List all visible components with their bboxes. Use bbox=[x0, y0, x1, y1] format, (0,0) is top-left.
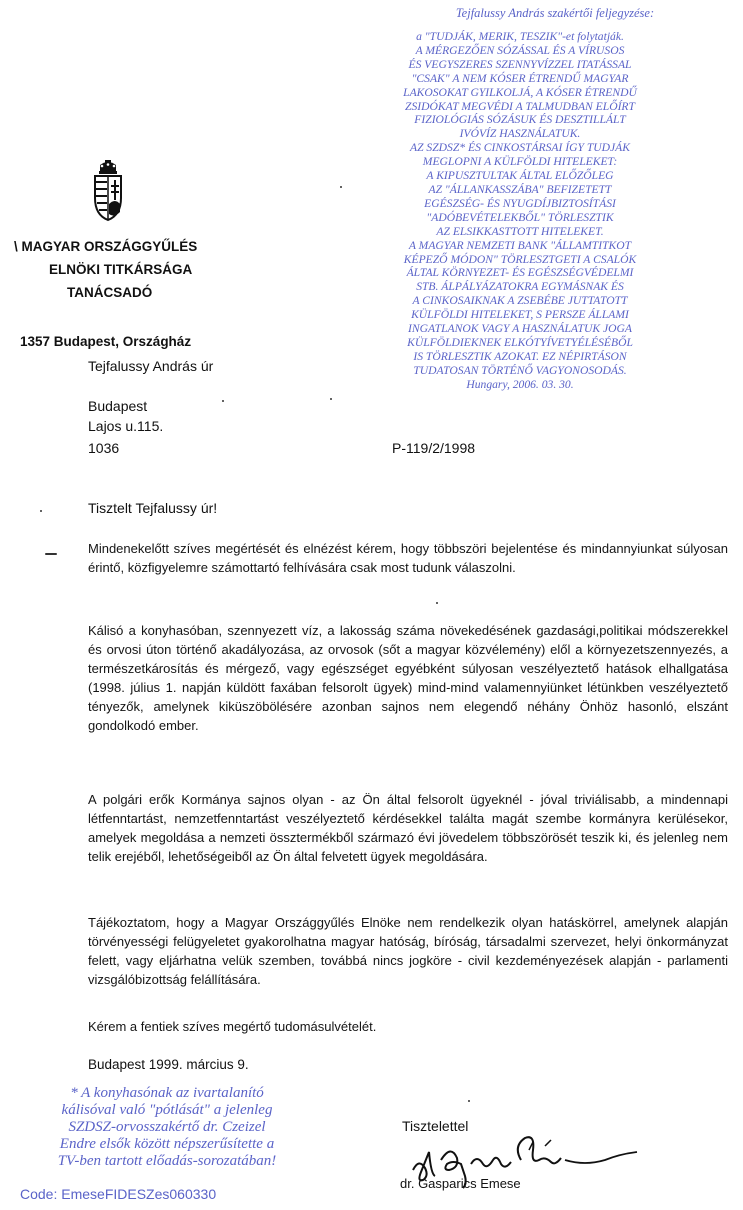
signer-name: dr. Gasparics Emese bbox=[400, 1176, 521, 1191]
annotation-block bbox=[350, 30, 690, 392]
letterhead-line-3: TANÁCSADÓ bbox=[67, 285, 153, 300]
closing-greeting: Tisztelettel bbox=[402, 1118, 469, 1134]
annotation-line: AZ "ÁLLANKASSZÁBA" BEFIZETETT bbox=[428, 182, 612, 196]
scan-speck bbox=[340, 186, 342, 188]
annotation-line: IS TÖRLESZTIK AZOKAT. EZ NÉPIRTÁSON bbox=[413, 349, 627, 363]
annotation-line: EGÉSZSÉG- ÉS NYUGDÍJBIZTOSÍTÁSI bbox=[424, 196, 616, 210]
annotation-line: KÜLFÖLDI HITELEKET, S PERSZE ÁLLAMI bbox=[411, 308, 629, 322]
scan-speck bbox=[222, 400, 224, 402]
annotation-line: a "TUDJÁK, MERIK, TESZIK"-et folytatják. bbox=[416, 30, 624, 43]
annotation-title: Tejfalussy András szakértői feljegyzése: bbox=[455, 6, 655, 20]
annotation-date: Hungary, 2006. 03. 30. bbox=[466, 377, 574, 391]
recipient-zip: 1036 bbox=[88, 440, 120, 456]
annotation-line: A MAGYAR NEMZETI BANK "ÁLLAMTITKOT bbox=[408, 238, 632, 252]
paragraph-4: Tájékoztatom, hogy a Magyar Országgyűlés Elnöke nem rendelkezik olyan hatáskörrel, amelynek alapján törvényességi felügyeletet gyakorolhatna magyar hatóság, bíróság, társadalmi szervezet, helyi önkormányzat felett, vagy eljárhatna velük szemben, továbbá nincs jogköre - civil kezdeményezések alapján - parlamenti vizsgálóbizottság felállítására. bbox=[88, 915, 728, 987]
annotation-line: IVÓVÍZ HASZNÁLATUK. bbox=[459, 127, 581, 141]
annotation-line: AZ ELSIKKASTTOTT HITELEKET. bbox=[436, 224, 604, 238]
annotation-line: AZ SZDSZ* ÉS CINKOSTÁRSAI ÍGY TUDJÁK bbox=[410, 141, 630, 155]
paragraph-1: Mindenekelőtt szíves megértését és elnézést kérem, hogy többszöri bejelentése és mindannyiunkat súlyosan érintő, közfigyelemre számottartó felhívására csak most tudunk válaszolni. bbox=[88, 541, 728, 575]
annotation-line: A MÉRGEZŐEN SÓZÁSSAL ÉS A VÍRUSOS bbox=[415, 43, 625, 57]
annotation-line: A KIPUSZTULTAK ÁLTAL ELŐZŐLEG bbox=[426, 169, 614, 183]
paragraph-3: A polgári erők Kormánya sajnos olyan - az Ön által felsorolt ügyeknél - jóval triviálisabb, a mindennapi létfenntartást, nemzetfenntartást veszélyeztető kérdésekkel találta magát szembe kormányra kerülésekor, amelyek megoldása a nemzeti össztermékből származó évi jövedelem többszörösét teszik ki, és jelenleg nem telik erejéből, lehetőségeiből az Ön által felvetett ügyek megoldására. bbox=[88, 792, 728, 864]
scan-speck bbox=[468, 1100, 470, 1102]
scan-speck bbox=[45, 553, 57, 555]
scan-speck bbox=[40, 510, 42, 512]
recipient-name: Tejfalussy András úr bbox=[88, 358, 214, 374]
paragraph-5: Kérem a fentiek szíves megértő tudomásulvételét. bbox=[88, 1019, 377, 1034]
annotation-line: LAKOSOKAT GYILKOLJÁ, A KÓSER ÉTRENDŰ bbox=[403, 85, 637, 99]
annotation-line: STB. ÁLPÁLYÁZATOKRA EGYMÁSNAK ÉS bbox=[416, 280, 624, 294]
footnote-line: SZDSZ-orvosszakértő dr. Czeizel bbox=[68, 1119, 266, 1135]
letter-date: Budapest 1999. március 9. bbox=[88, 1057, 249, 1072]
recipient-city: Budapest bbox=[88, 398, 148, 414]
annotation-line: "ADÓBEVÉTELEKBŐL" TÖRLESZTIK bbox=[426, 210, 614, 224]
recipient-street: Lajos u.115. bbox=[88, 418, 164, 434]
reference-number: P-119/2/1998 bbox=[392, 440, 476, 456]
bullet-mark-icon: \ bbox=[14, 239, 22, 254]
salutation: Tisztelt Tejfalussy úr! bbox=[88, 500, 218, 516]
scan-speck bbox=[436, 602, 438, 604]
annotation-line: "CSAK" A NEM KÓSER ÉTRENDŰ MAGYAR bbox=[411, 71, 629, 85]
footnote-line: * A konyhasónak az ivartalanító bbox=[70, 1085, 264, 1101]
annotation-line: MEGLOPNI A KÜLFÖLDI HITELEKET: bbox=[422, 155, 618, 169]
annotation-line: ÉS VEGYSZERES SZENNYVÍZZEL ITATÁSSAL bbox=[408, 57, 632, 71]
annotation-line: A CINKOSAIKNAK A ZSEBÉBE JUTTATOTT bbox=[412, 294, 628, 308]
annotation-line: INGATLANOK VAGY A HASZNÁLATUK JOGA bbox=[408, 322, 632, 336]
annotation-line: KÉPEZŐ MÓDON" TÖRLESZTGETI A CSALÓK bbox=[403, 252, 637, 266]
letterhead-line-1: \ MAGYAR ORSZÁGGYŰLÉS bbox=[14, 239, 198, 254]
letterhead-line-2: ELNÖKI TITKÁRSÁGA bbox=[49, 262, 193, 277]
footnote-line: Endre elsők között népszerűsítette a bbox=[59, 1136, 275, 1152]
sender-address: 1357 Budapest, Országház bbox=[20, 334, 192, 349]
annotation-line: ZSIDÓKAT MEGVÉDI A TALMUDBAN ELŐÍRT bbox=[405, 99, 635, 113]
paragraph-2: Kálisó a konyhasóban, szennyezett víz, a lakosság száma növekedésének gazdasági,politikai módszerekkel és orvosi úton történő akadályozása, az orvosok (sőt a magyar közvélemény) elől a környezetszennyezés, a természetkárosítás és mérgező, vagy egészséget egyébként súlyosan veszélyeztető hatások elhallgatása (1998. július 1. napján küldött faxában felsorolt ügyek) mind-mind valamennyiünket létünkben veszélyeztető tényezők, amelynek kiküszöbölésére azonban sajnos nem elegendő néhány Önhöz hasonló, elszánt gondolkodó ember. bbox=[88, 623, 728, 733]
footnote-block bbox=[12, 1085, 322, 1170]
coat-of-arms-icon bbox=[90, 160, 126, 222]
annotation-line: TUDATOSAN TÖRTÉNŐ VAGYONOSODÁS. bbox=[413, 363, 627, 377]
annotation-line: KÜLFÖLDIEKNEK ELKÓTYÍVETYÉLÉSÉBŐL bbox=[407, 335, 633, 349]
scan-speck bbox=[330, 398, 332, 400]
annotation-line: ÁLTAL KÖRNYEZET- ÉS EGÉSZSÉGVÉDELMI bbox=[406, 266, 634, 280]
footnote-line: kálisóval való "pótlását" a jelenleg bbox=[61, 1102, 273, 1118]
annotation-line: FIZIOLÓGIÁS SÓZÁSUK ÉS DESZTILLÁLT bbox=[414, 113, 626, 127]
document-code: Code: EmeseFIDESZes060330 bbox=[20, 1186, 217, 1202]
footnote-line: TV-ben tartott előadás-sorozatában! bbox=[57, 1153, 277, 1169]
